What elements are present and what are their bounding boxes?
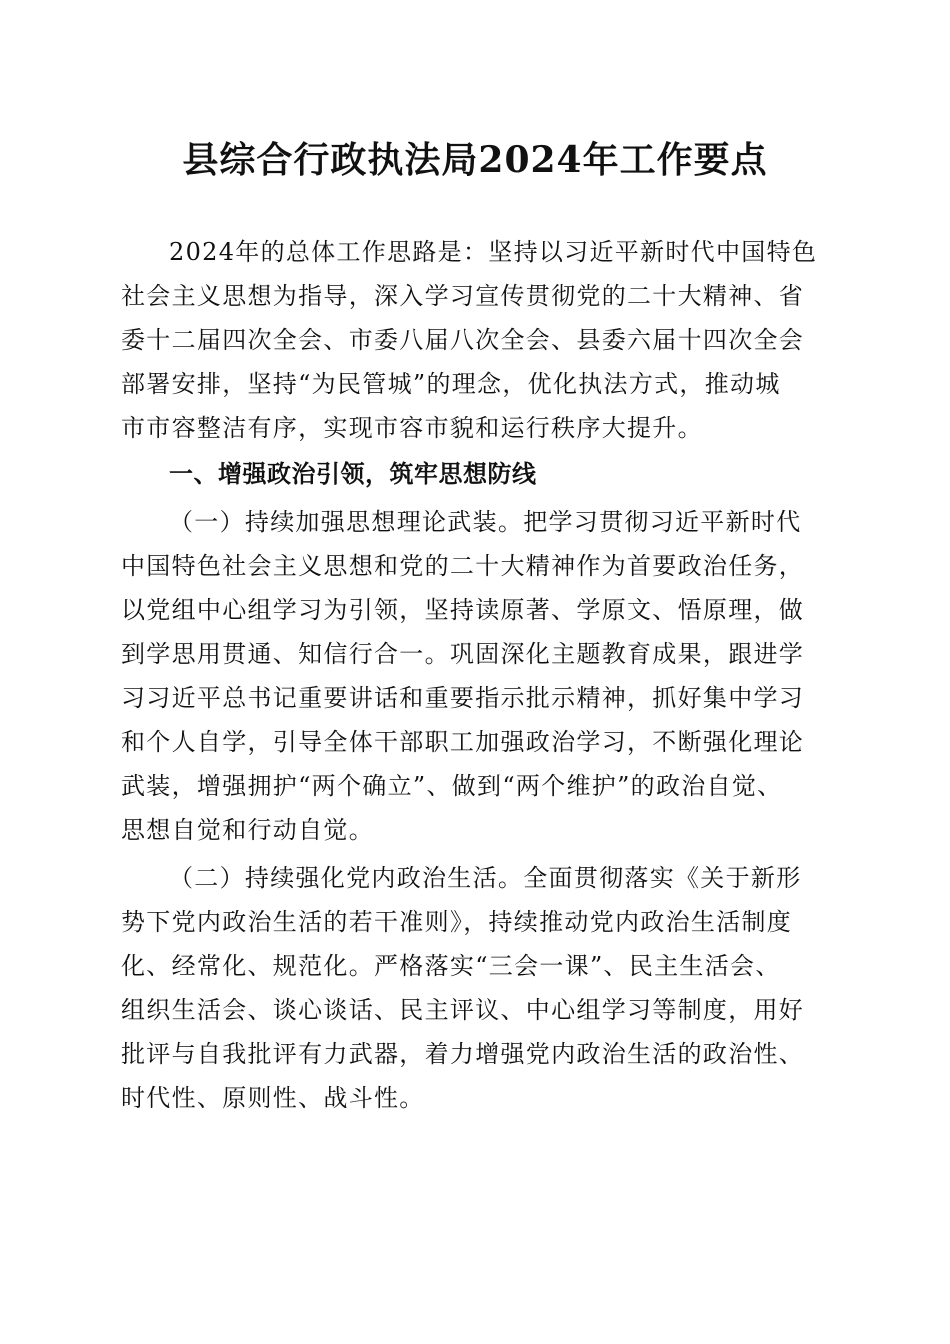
text-line: 市市容整洁有序，实现市容市貌和运行秩序大提升。: [121, 414, 703, 442]
text-line: （一）持续加强思想理论武装。把学习贯彻习近平新时代: [169, 508, 802, 536]
text-line: 批评与自我批评有力武器，着力增强党内政治生活的政治性、: [121, 1040, 805, 1068]
text-line: 组织生活会、谈心谈话、民主评议、中心组学习等制度，用好: [121, 996, 805, 1024]
text-line: 化、经常化、规范化。严格落实“三会一课”、民主生活会、: [121, 952, 781, 980]
text-line: 到学思用贯通、知信行合一。巩固深化主题教育成果，跟进学: [121, 640, 805, 668]
text-line: 2024年的总体工作思路是：坚持以习近平新时代中国特色: [169, 238, 818, 266]
text-line: 中国特色社会主义思想和党的二十大精神作为首要政治任务，: [121, 552, 805, 580]
text-line: 以党组中心组学习为引领，坚持读原著、学原文、悟原理，做: [121, 596, 805, 624]
text-line: 委十二届四次全会、市委八届八次全会、县委六届十四次全会: [121, 326, 805, 354]
text-line: 和个人自学，引导全体干部职工加强政治学习，不断强化理论: [121, 728, 805, 756]
text-line: （二）持续强化党内政治生活。全面贯彻落实《关于新形: [169, 864, 802, 892]
text-line: 习习近平总书记重要讲话和重要指示批示精神，抓好集中学习: [121, 684, 805, 712]
document-title: 县综合行政执法局2024年工作要点: [182, 139, 768, 181]
text-line: 时代性、原则性、战斗性。: [121, 1084, 425, 1112]
section-heading: 一、增强政治引领，筑牢思想防线: [169, 460, 537, 488]
text-line: 部署安排，坚持“为民管城”的理念，优化执法方式，推动城: [121, 370, 781, 398]
text-line: 武装，增强拥护“两个确立”、做到“两个维护”的政治自觉、: [121, 772, 783, 800]
text-line: 社会主义思想为指导，深入学习宣传贯彻党的二十大精神、省: [121, 282, 805, 310]
text-line: 势下党内政治生活的若干准则》，持续推动党内政治生活制度: [121, 908, 793, 936]
text-line: 思想自觉和行动自觉。: [121, 816, 374, 844]
